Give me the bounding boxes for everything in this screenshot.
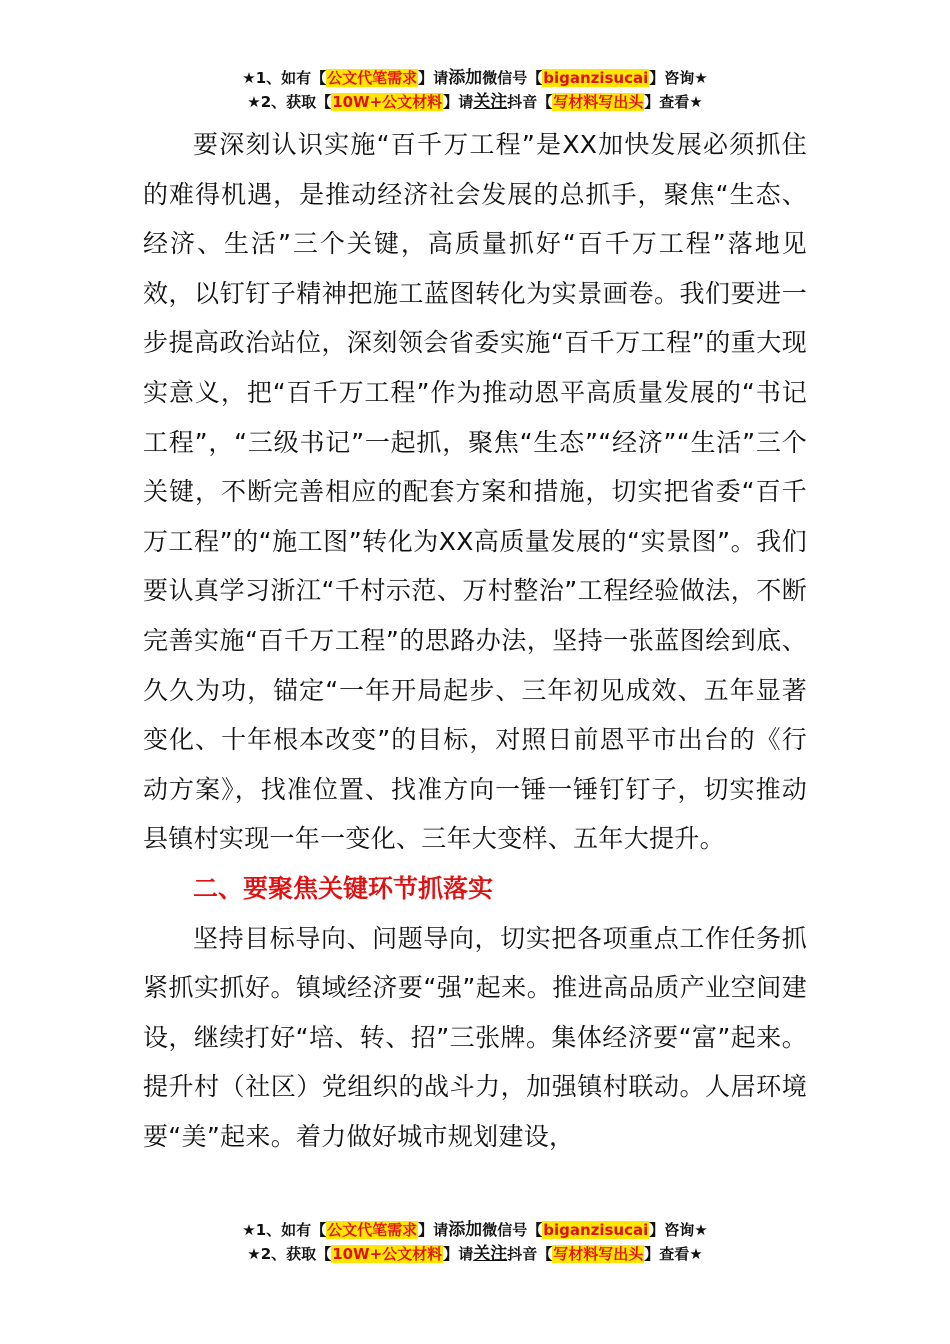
banner-text: 】查看 xyxy=(644,93,690,111)
banner-emphasis: 添加 xyxy=(448,68,483,88)
banner-line-2 xyxy=(0,90,950,114)
banner-emphasis: 添加 xyxy=(448,1220,483,1240)
banner-text: 】查看 xyxy=(644,1245,690,1263)
paragraph-1: 要深刻认识实施“百千万工程”是XX加快发展必须抓住的难得机遇，是推动经济社会发展的总抓手，聚焦“生态、经济、生活”三个关键，高质量抓好“百千万工程”落地见效，以钉钉子精神把施工蓝图转化为实景画卷。我们要进一步提高政治站位，深刻领会省委实施“百千万工程”的重大现实意义，把“百千万工程”作为推动恩平高质量发展的“书记工程”，“三级书记”一起抓，聚焦“生态”“经济”“生活”三个关键，不断完善相应的配套方案和措施，切实把省委“百千万工程”的“施工图”转化为XX高质量发展的“实景图”。我们要认真学习浙江“千村示范、万村整治”工程经验做法，不断完善实施“百千万工程”的思路办法，坚持一张蓝图绘到底、久久为功，锚定“一年开局起步、三年初见成效、五年显著变化、十年根本改变”的目标，对照日前恩平市出台的《行动方案》，找准位置、找准方向一锤一锤钉钉子，切实推动县镇村实现一年一变化、三年大变样、五年大提升。 xyxy=(143,130,807,854)
banner-emphasis: 关注 xyxy=(473,1244,508,1264)
banner-line-2 xyxy=(0,1242,950,1266)
banner-highlight: 公文代笔需求 xyxy=(327,69,418,87)
banner-emphasis: 关注 xyxy=(473,92,508,112)
banner-line-1 xyxy=(0,66,950,90)
paragraph-2: 坚持目标导向、问题导向，切实把各项重点工作任务抓紧抓实抓好。镇域经济要“强”起来。推进高品质产业空间建设，继续打好“培、转、招”三张牌。集体经济要“富”起来。提升村（社区）党组织的战斗力，加强镇村联动。人居环境要“美”起来。着力做好城市规划建设， xyxy=(143,923,807,1151)
banner-text: 抖音【 xyxy=(507,1245,553,1263)
section-heading-2: 二、要聚焦关键环节抓落实 xyxy=(193,873,494,903)
header-banner xyxy=(0,66,950,114)
footer-banner xyxy=(0,1218,950,1266)
banner-text: 2、获取【 xyxy=(260,1245,332,1263)
star-icon: ★ xyxy=(247,93,261,111)
banner-text: 】咨询 xyxy=(649,1221,695,1239)
banner-line-1 xyxy=(0,1218,950,1242)
star-icon: ★ xyxy=(242,69,256,87)
banner-highlight: biganzisucai xyxy=(543,1221,649,1239)
banner-highlight: 写材料写出头 xyxy=(553,93,644,111)
banner-text: 2、获取【 xyxy=(260,93,332,111)
banner-highlight: 10W+公文材料 xyxy=(332,93,443,111)
star-icon: ★ xyxy=(247,1245,261,1263)
banner-text: 微信号【 xyxy=(482,1221,543,1239)
star-icon: ★ xyxy=(689,1245,703,1263)
banner-text: 微信号【 xyxy=(482,69,543,87)
star-icon: ★ xyxy=(689,93,703,111)
banner-text: 抖音【 xyxy=(507,93,553,111)
banner-text: 1、如有【 xyxy=(255,1221,327,1239)
banner-highlight: 公文代笔需求 xyxy=(327,1221,418,1239)
banner-highlight: biganzisucai xyxy=(543,69,649,87)
banner-highlight: 写材料写出头 xyxy=(553,1245,644,1263)
star-icon: ★ xyxy=(694,69,708,87)
banner-text: 】请 xyxy=(418,1221,449,1239)
banner-text: 】请 xyxy=(418,69,449,87)
banner-text: 】咨询 xyxy=(649,69,695,87)
banner-text: 】请 xyxy=(443,93,474,111)
banner-text: 】请 xyxy=(443,1245,474,1263)
document-body xyxy=(143,120,807,1161)
star-icon: ★ xyxy=(242,1221,256,1239)
star-icon: ★ xyxy=(694,1221,708,1239)
banner-highlight: 10W+公文材料 xyxy=(332,1245,443,1263)
banner-text: 1、如有【 xyxy=(255,69,327,87)
